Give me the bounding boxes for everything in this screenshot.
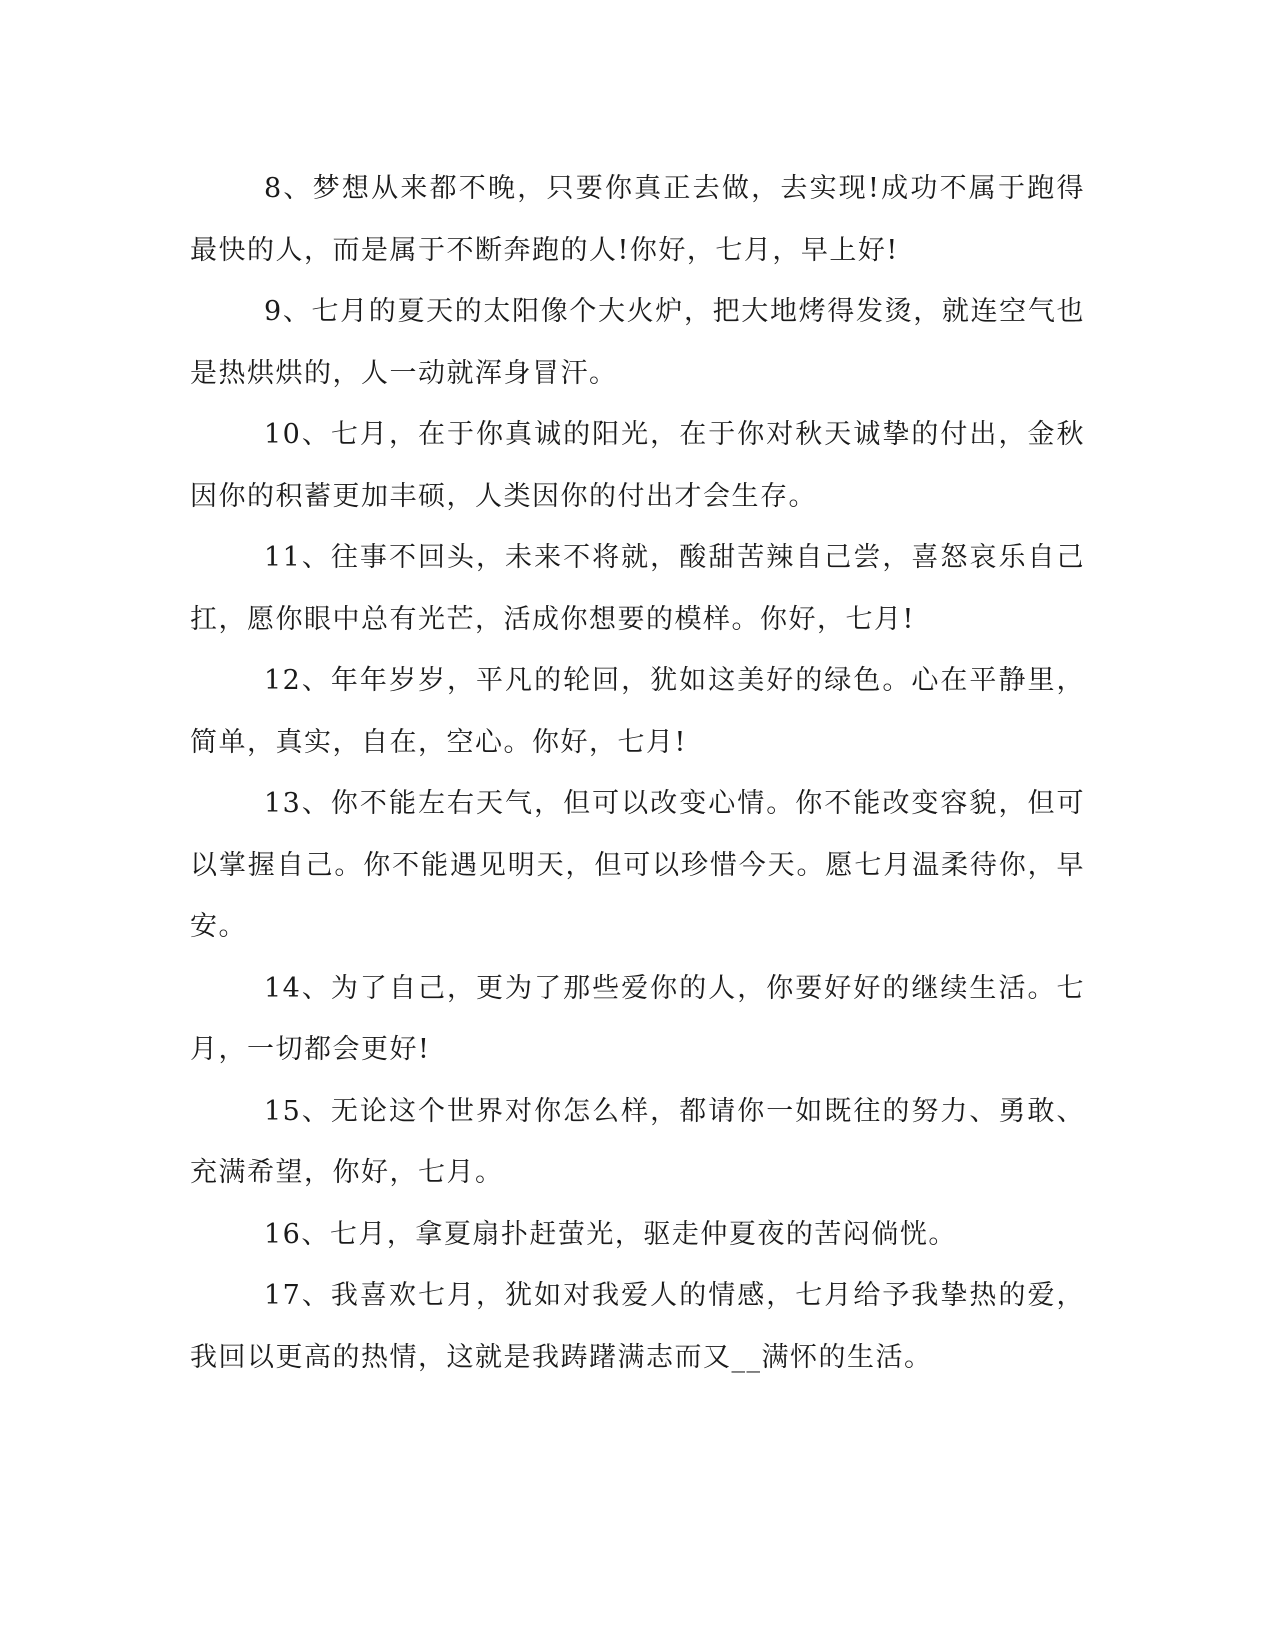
paragraph-8: 8、梦想从来都不晚，只要你真正去做，去实现!成功不属于跑得最快的人，而是属于不断奔跑的人!你好，七月，早上好!: [190, 173, 1085, 266]
paragraph-17: 17、我喜欢七月，犹如对我爱人的情感，七月给予我挚热的爱，我回以更高的热情，这就是我踌躇满志而又__满怀的生活。: [190, 1280, 1085, 1373]
paragraph-11: 11、往事不回头，未来不将就，酸甜苦辣自己尝，喜怒哀乐自己扛，愿你眼中总有光芒，活成你想要的模样。你好，七月!: [190, 542, 1085, 635]
document-body: [190, 158, 1085, 1388]
paragraph-12: 12、年年岁岁，平凡的轮回，犹如这美好的绿色。心在平静里，简单，真实，自在，空心。你好，七月!: [190, 665, 1085, 758]
paragraph-16: 16、七月，拿夏扇扑赶萤光，驱走仲夏夜的苦闷倘恍。: [264, 1218, 957, 1250]
paragraph-13: 13、你不能左右天气，但可以改变心情。你不能改变容貌，但可以掌握自己。你不能遇见明天，但可以珍惜今天。愿七月温柔待你，早安。: [190, 788, 1085, 942]
paragraph-10: 10、七月，在于你真诚的阳光，在于你对秋天诚挚的付出，金秋因你的积蓄更加丰硕，人类因你的付出才会生存。: [190, 419, 1085, 512]
paragraph-15: 15、无论这个世界对你怎么样，都请你一如既往的努力、勇敢、充满希望，你好，七月。: [190, 1095, 1085, 1188]
paragraph-14: 14、为了自己，更为了那些爱你的人，你要好好的继续生活。七月，一切都会更好!: [190, 972, 1085, 1065]
paragraph-9: 9、七月的夏天的太阳像个大火炉，把大地烤得发烫，就连空气也是热烘烘的，人一动就浑身冒汗。: [190, 296, 1085, 389]
